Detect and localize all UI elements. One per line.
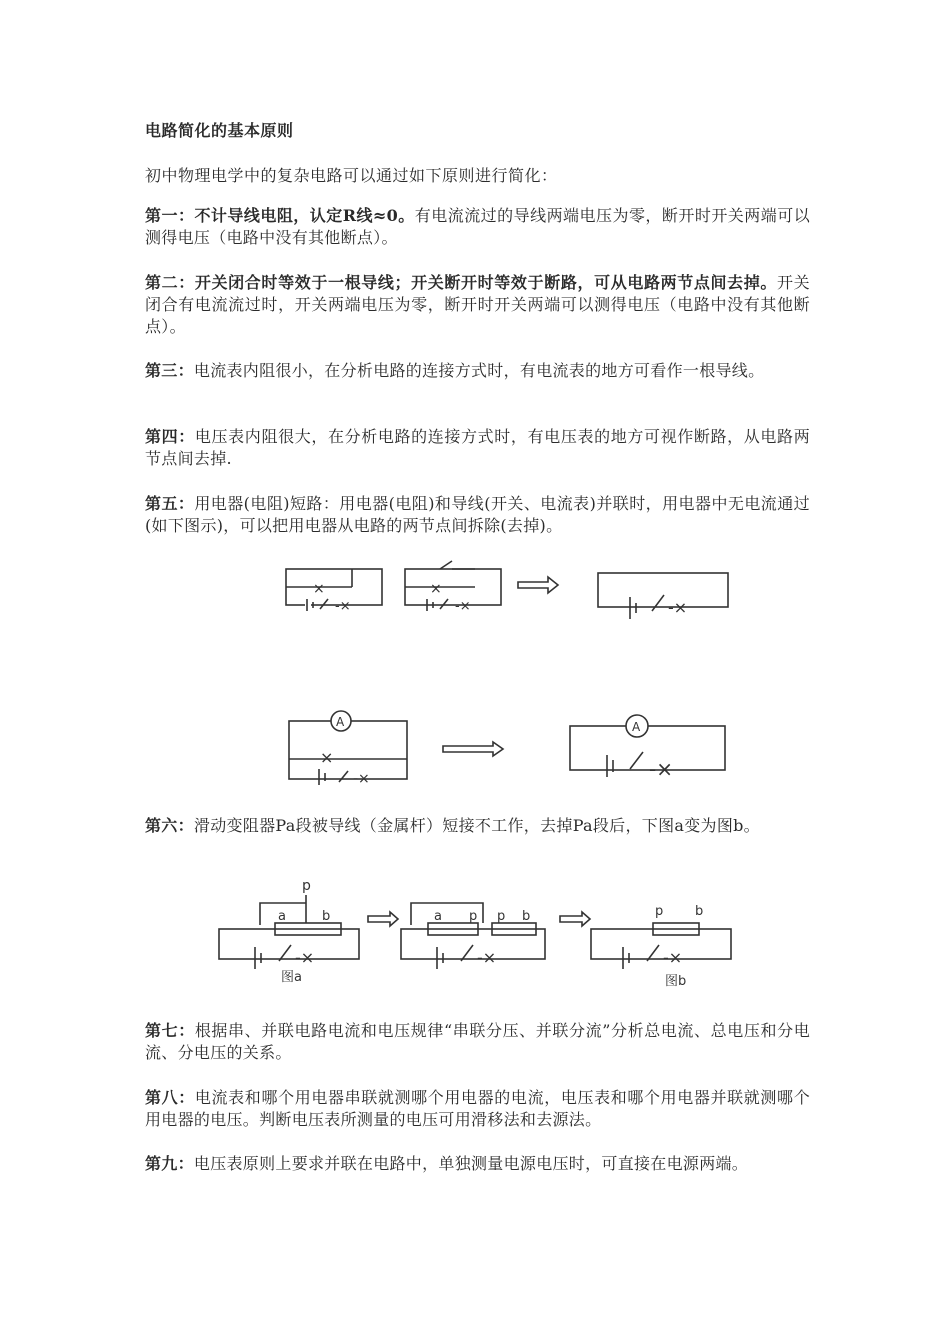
rule-head: 第三： bbox=[145, 361, 194, 380]
circuit-figure-short-1 bbox=[280, 555, 740, 625]
rule-text: 开关闭合有电流流过时，开关两端电压为零，断开时开关两端可以测得电压（电路中没有其他断点）。 bbox=[145, 273, 810, 336]
label-p: p bbox=[655, 904, 664, 919]
rule-2 bbox=[145, 272, 810, 338]
svg-text:-×: -× bbox=[477, 948, 497, 967]
rule-text: 滑动变阻器Pa段被导线（金属杆）短接不工作，去掉Pa段后，下图a变为图b。 bbox=[193, 816, 760, 835]
rule-text: 电流表内阻很小，在分析电路的连接方式时，有电流表的地方可看作一根导线。 bbox=[193, 361, 765, 380]
rule-head: 第八： bbox=[145, 1088, 195, 1107]
rule-text: 电压表内阻很大，在分析电路的连接方式时，有电压表的地方可视作断路，从电路两节点间去掉. bbox=[145, 427, 810, 468]
rule-head: 第二： bbox=[145, 273, 195, 292]
svg-text:-×: -× bbox=[663, 948, 683, 967]
label-b: b bbox=[695, 904, 704, 919]
rule-5 bbox=[145, 493, 810, 537]
rule-head: 第七： bbox=[145, 1021, 195, 1040]
svg-text:-×: -× bbox=[335, 599, 351, 614]
circuit-figure-rheostat bbox=[215, 875, 740, 990]
rule-8 bbox=[145, 1087, 810, 1131]
svg-text:×: × bbox=[313, 581, 325, 597]
rule-text: 根据串、并联电路电流和电压规律“串联分压、并联分流”分析总电流、总电压和分电流、分电压的关系。 bbox=[145, 1021, 810, 1062]
svg-text:-×: -× bbox=[455, 599, 471, 614]
rule-head: 第一： bbox=[145, 206, 195, 225]
caption-b: 图b bbox=[665, 974, 687, 989]
rule-bold: 开关闭合时等效于一根导线；开关断开时等效于断路，可从电路两节点间去掉。 bbox=[194, 273, 778, 292]
label-a: a bbox=[434, 909, 442, 924]
rule-text: 用电器(电阻)短路：用电器(电阻)和导线(开关、电流表)并联时，用电器中无电流通过(如下图示)，可以把用电器从电路的两节点间拆除(去掉)。 bbox=[145, 494, 810, 535]
svg-text:-×: -× bbox=[668, 598, 688, 617]
rule-text: 有电流流过的导线两端电压为零，断开时开关两端可以测得电压（电路中没有其他断点）。 bbox=[145, 206, 811, 247]
rule-head: 第九： bbox=[145, 1154, 194, 1173]
label-b: b bbox=[322, 909, 331, 924]
rule-bold: 不计导线电阻，认定R线≈0。 bbox=[194, 206, 415, 225]
page-title: 电路简化的基本原则 bbox=[145, 121, 294, 140]
rule-6 bbox=[145, 815, 810, 837]
intro-text: 初中物理电学中的复杂电路可以通过如下原则进行简化： bbox=[145, 166, 558, 185]
rule-text: 电流表和哪个用电器串联就测哪个用电器的电流，电压表和哪个用电器并联就测哪个用电器的电压。判断电压表所测量的电压可用滑移法和去源法。 bbox=[145, 1088, 810, 1129]
label-p: p bbox=[302, 878, 311, 894]
rule-head: 第四： bbox=[145, 427, 195, 446]
svg-text:×: × bbox=[320, 748, 334, 767]
svg-text:-×: -× bbox=[649, 757, 673, 781]
rule-4 bbox=[145, 426, 810, 470]
ammeter-label: A bbox=[632, 720, 641, 734]
caption-a: 图a bbox=[281, 970, 302, 985]
rule-7 bbox=[145, 1020, 810, 1064]
label-p: p bbox=[469, 909, 478, 924]
rule-1 bbox=[145, 205, 810, 249]
ammeter-label: A bbox=[336, 715, 345, 729]
circuit-figure-ammeter bbox=[285, 705, 735, 785]
rule-text: 电压表原则上要求并联在电路中，单独测量电源电压时，可直接在电源两端。 bbox=[193, 1154, 749, 1173]
rule-9 bbox=[145, 1153, 810, 1175]
label-a: a bbox=[278, 909, 286, 924]
rule-head: 第五： bbox=[145, 494, 195, 513]
label-b: b bbox=[522, 909, 531, 924]
svg-text:-×: -× bbox=[295, 948, 315, 967]
rule-head: 第六： bbox=[145, 816, 194, 835]
svg-text:-×: -× bbox=[353, 771, 370, 787]
svg-text:×: × bbox=[430, 581, 442, 597]
label-p: p bbox=[497, 909, 506, 924]
rule-3 bbox=[145, 360, 810, 382]
